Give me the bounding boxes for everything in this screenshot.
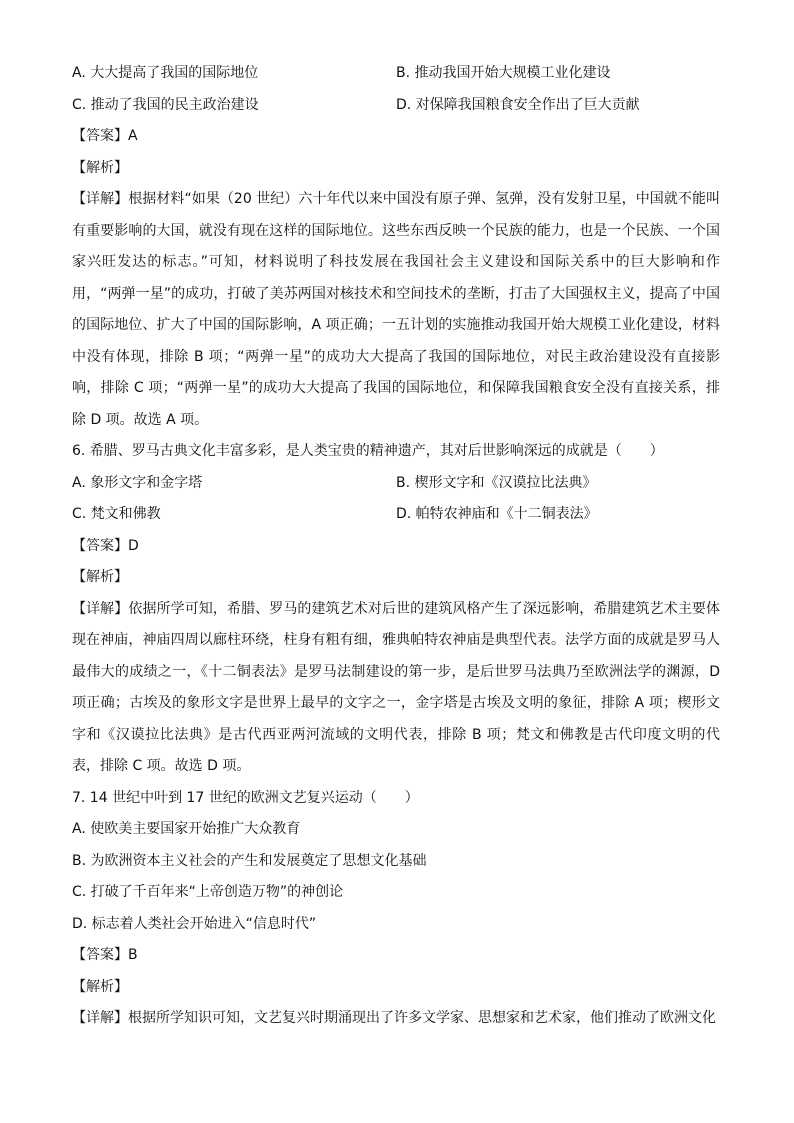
q6-detail-text: 依据所学可知，希腊、罗马的建筑艺术对后世的建筑风格产生了深远影响，希腊建筑艺术主要体现在神庙，神庙四周以廊柱环绕，柱身有粗有细，雅典帕特农神庙是典型代表。法学方面的成就是罗马人最伟大的成绩之一，《十二铜表法》是罗马法制建设的第一步，是后世罗马法典乃至欧洲法学的渊源，D 项正确；古埃及的象形文字是世界上最早的文字之一，金字塔是古埃及文明的象征，排除 A 项；楔形文字和《汉谟拉比法典》是古代西亚两河流域的文明代表，排除 B 项；梵文和佛教是古代印度文明的代表，排除 C 项。故选 D 项。 — [72, 600, 721, 774]
q7-stem: 7. 14 世纪中叶到 17 世纪的欧洲文艺复兴运动（ ） — [72, 789, 419, 806]
q7-option-c: C. 打破了千百年来“上帝创造万物”的神创论 — [72, 884, 344, 900]
q6-option-d: D. 帕特农神庙和《十二铜表法》 — [396, 506, 598, 522]
q7-detail-text: 根据所学知识可知，文艺复兴时期涌现出了许多文学家、思想家和艺术家，他们推动了欧洲文化 — [128, 1010, 716, 1026]
q6-options-row-2 — [72, 499, 720, 531]
q7-option-d: D. 标志着人类社会开始进入“信息时代” — [72, 915, 317, 932]
q5-analysis-label: 【解析】 — [72, 159, 128, 176]
q6-detail — [72, 594, 720, 783]
q5-detail — [72, 184, 720, 436]
q5-answer: 【答案】A — [72, 128, 138, 144]
q7-analysis-label: 【解析】 — [72, 978, 128, 995]
q6-analysis-label: 【解析】 — [72, 569, 128, 585]
q6-stem: 6. 希腊、罗马古典文化丰富多彩，是人类宝贵的精神遗产，其对后世影响深远的成就是（ ） — [72, 443, 664, 459]
q5-detail-label: 【详解】 — [72, 191, 129, 207]
q7-detail-label: 【详解】 — [72, 1010, 128, 1026]
q5-options-row-2 — [72, 90, 720, 122]
q5-detail-text: 根据材料“如果（20 世纪）六十年代以来中国没有原子弹、氢弹，没有发射卫星，中国就不能叫有重要影响的大国，就没有现在这样的国际地位。这些东西反映一个民族的能力，也是一个民族、一个国家兴旺发达的标志。”可知，材料说明了科技发展在我国社会主义建设和国际关系中的巨大影响和作用，“两弹一星”的成功，打破了美苏两国对核技术和空间技术的垄断，打击了大国强权主义，提高了中国的国际地位、扩大了中国的国际影响，A 项正确；一五计划的实施推动我国开始大规模工业化建设，材料中没有体现，排除 B 项；“两弹一星”的成功大大提高了我国的国际地位，对民主政治建设没有直接影响，排除 C 项；“两弹一星”的成功大大提高了我国的国际地位，和保障我国粮食安全没有直接关系，排除 D 项。故选 A 项。 — [72, 191, 721, 428]
q6-option-a: A. 象形文字和金字塔 — [72, 474, 203, 491]
q6-detail-label: 【详解】 — [72, 600, 129, 617]
q5-option-a: A. 大大提高了我国的国际地位 — [72, 65, 259, 81]
q7-detail — [72, 1003, 720, 1035]
q5-option-b: B. 推动我国开始大规模工业化建设 — [396, 65, 611, 81]
q6-option-c: C. 梵文和佛教 — [72, 506, 161, 522]
q5-option-d: D. 对保障我国粮食安全作出了巨大贡献 — [396, 96, 640, 113]
q6-option-b: B. 楔形文字和《汉谟拉比法典》 — [396, 474, 597, 491]
q7-answer: 【答案】B — [72, 947, 138, 963]
q7-option-b: B. 为欧洲资本主义社会的产生和发展奠定了思想文化基础 — [72, 852, 427, 869]
exam-page — [72, 58, 720, 1035]
q7-option-a: A. 使欧美主要国家开始推广大众教育 — [72, 821, 301, 837]
q6-options-row-1 — [72, 468, 720, 500]
q5-options-row-1 — [72, 58, 720, 90]
q5-option-c: C. 推动了我国的民主政治建设 — [72, 96, 259, 113]
q6-answer: 【答案】D — [72, 537, 139, 554]
